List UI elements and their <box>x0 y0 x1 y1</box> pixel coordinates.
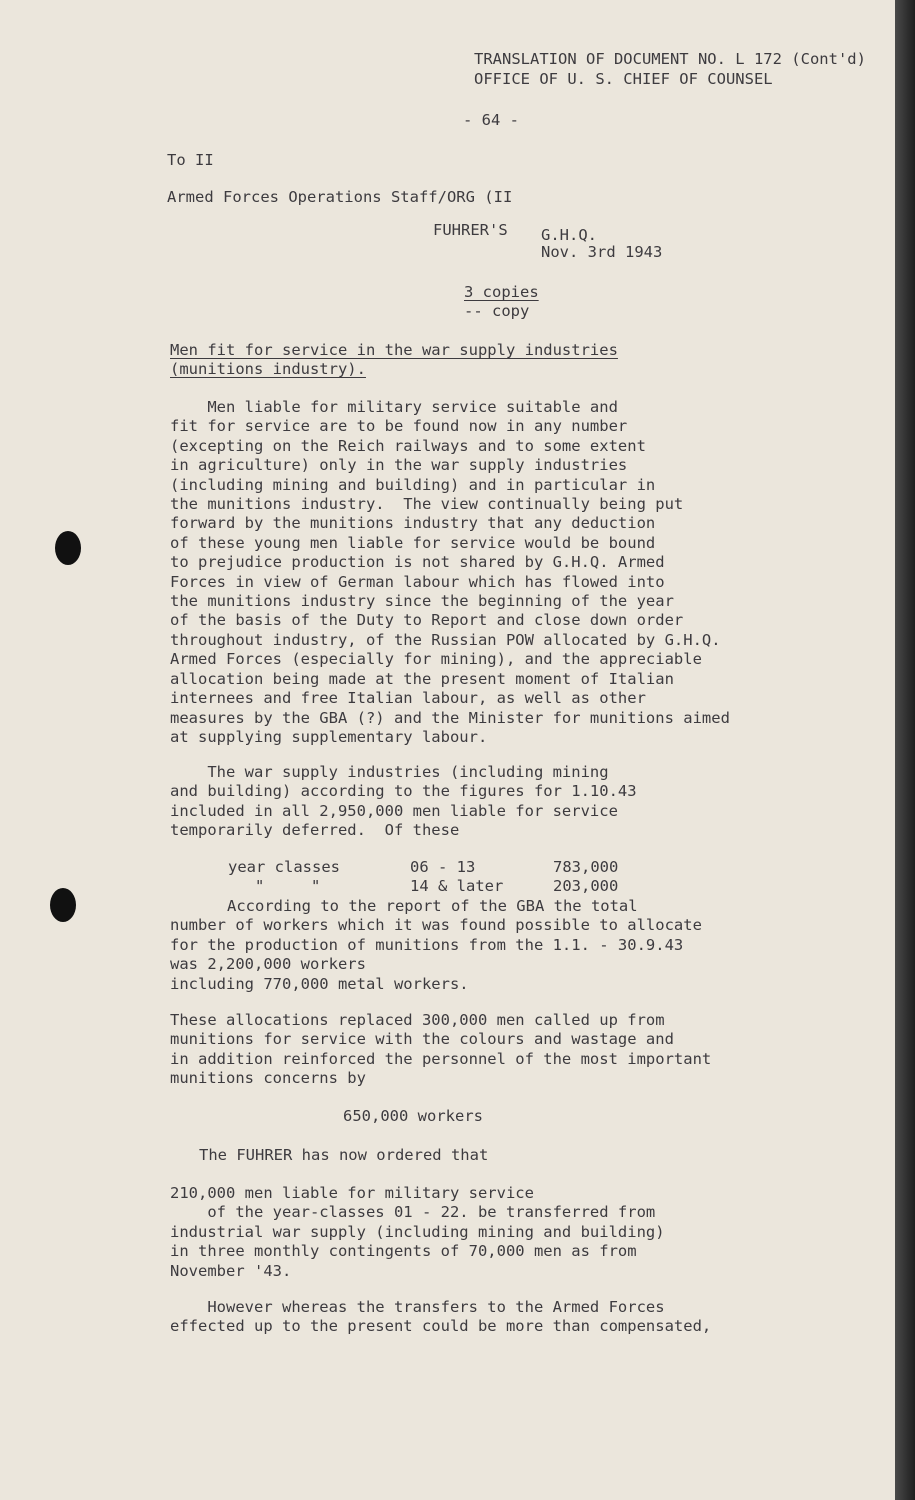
punch-hole <box>50 888 76 922</box>
from-line: Armed Forces Operations Staff/ORG (II <box>167 188 513 206</box>
table-cell: 14 & later <box>410 877 504 895</box>
text-line: included in all 2,950,000 men liable for service <box>170 801 618 820</box>
header-line-2: OFFICE OF U. S. CHIEF OF COUNSEL <box>474 70 773 88</box>
text-line: throughout industry, of the Russian POW allocated by G.H.Q. <box>170 630 721 649</box>
text-line: for the production of munitions from the 1.1. - 30.9.43 <box>170 935 684 954</box>
text-line: including 770,000 metal workers. <box>170 974 469 993</box>
text-line: at supplying supplementary labour. <box>170 727 488 746</box>
text-line: of the year-classes 01 - 22. be transferred from <box>170 1203 656 1222</box>
subject-line: (munitions industry). <box>170 360 366 379</box>
text-line: the munitions industry. The view continually being put <box>170 495 684 514</box>
subject-line: Men fit for service in the war supply industries <box>170 341 618 359</box>
text-line: industrial war supply (including mining and building) <box>170 1222 665 1241</box>
text-line: of the basis of the Duty to Report and close down order <box>170 611 684 630</box>
text-line: munitions concerns by <box>170 1069 366 1088</box>
text-line: (including mining and building) and in particular in <box>170 475 656 494</box>
text-line: According to the report of the GBA the total <box>227 897 638 915</box>
text-line: (excepting on the Reich railways and to some extent <box>170 436 646 455</box>
table-cell: 783,000 <box>553 858 619 876</box>
text-line: Men liable for military service suitable and <box>170 398 618 416</box>
text-line: 210,000 men liable for military service <box>170 1184 534 1202</box>
text-line: measures by the GBA (?) and the Minister for munitions aimed <box>170 708 730 727</box>
text-line: in three monthly contingents of 70,000 men as from <box>170 1242 637 1261</box>
date: Nov. 3rd 1943 <box>541 243 663 261</box>
subject <box>170 341 618 380</box>
text-line: allocation being made at the present moment of Italian <box>170 669 674 688</box>
text-line: in addition reinforced the personnel of the most important <box>170 1049 712 1068</box>
text-line: was 2,200,000 workers <box>170 955 366 974</box>
workers-line: 650,000 workers <box>343 1107 483 1125</box>
addressee: To II <box>167 151 214 169</box>
page-number: - 64 - <box>463 111 519 129</box>
text-line: internees and free Italian labour, as well as other <box>170 689 646 708</box>
text-line: temporarily deferred. Of these <box>170 821 460 840</box>
copy-label: -- copy <box>464 302 530 320</box>
text-line: in agriculture) only in the war supply industries <box>170 456 628 475</box>
text-line: and building) according to the figures for 1.10.43 <box>170 782 637 801</box>
text-line: November '43. <box>170 1261 292 1280</box>
paragraph-6 <box>170 1298 711 1337</box>
paragraph-4 <box>170 1011 711 1089</box>
fuhrer-line: The FUHRER has now ordered that <box>199 1146 489 1164</box>
table-cell: year classes <box>228 858 340 876</box>
text-line: the munitions industry since the beginning of the year <box>170 592 674 611</box>
text-line: to prejudice production is not shared by G.H.Q. Armed <box>170 553 665 572</box>
paragraph-2 <box>170 763 637 841</box>
text-line: munitions for service with the colours and wastage and <box>170 1030 674 1049</box>
punch-hole <box>55 531 81 565</box>
text-line: Armed Forces (especially for mining), and the appreciable <box>170 650 702 669</box>
text-line: effected up to the present could be more than compensated, <box>170 1317 712 1336</box>
page-edge-shadow <box>895 0 915 1500</box>
place-left: FUHRER'S <box>433 221 508 239</box>
table-cell: 203,000 <box>553 877 619 895</box>
text-line: Forces in view of German labour which has flowed into <box>170 572 665 591</box>
text-line: However whereas the transfers to the Armed Forces <box>170 1298 665 1316</box>
paragraph-3 <box>170 897 702 994</box>
table-cell: " " <box>255 877 321 895</box>
text-line: The war supply industries (including mining <box>170 763 609 781</box>
text-line: number of workers which it was found possible to allocate <box>170 916 702 935</box>
place-right: G.H.Q. <box>541 226 597 244</box>
text-line: fit for service are to be found now in any number <box>170 417 628 436</box>
paragraph-5 <box>170 1184 665 1281</box>
text-line: These allocations replaced 300,000 men called up from <box>170 1011 665 1029</box>
header-line-1: TRANSLATION OF DOCUMENT NO. L 172 (Cont'd) <box>474 50 866 68</box>
copies: 3 copies <box>464 283 539 301</box>
text-line: of these young men liable for service would be bound <box>170 533 656 552</box>
text-line: forward by the munitions industry that any deduction <box>170 514 656 533</box>
table-cell: 06 - 13 <box>410 858 476 876</box>
paragraph-1 <box>170 398 730 747</box>
